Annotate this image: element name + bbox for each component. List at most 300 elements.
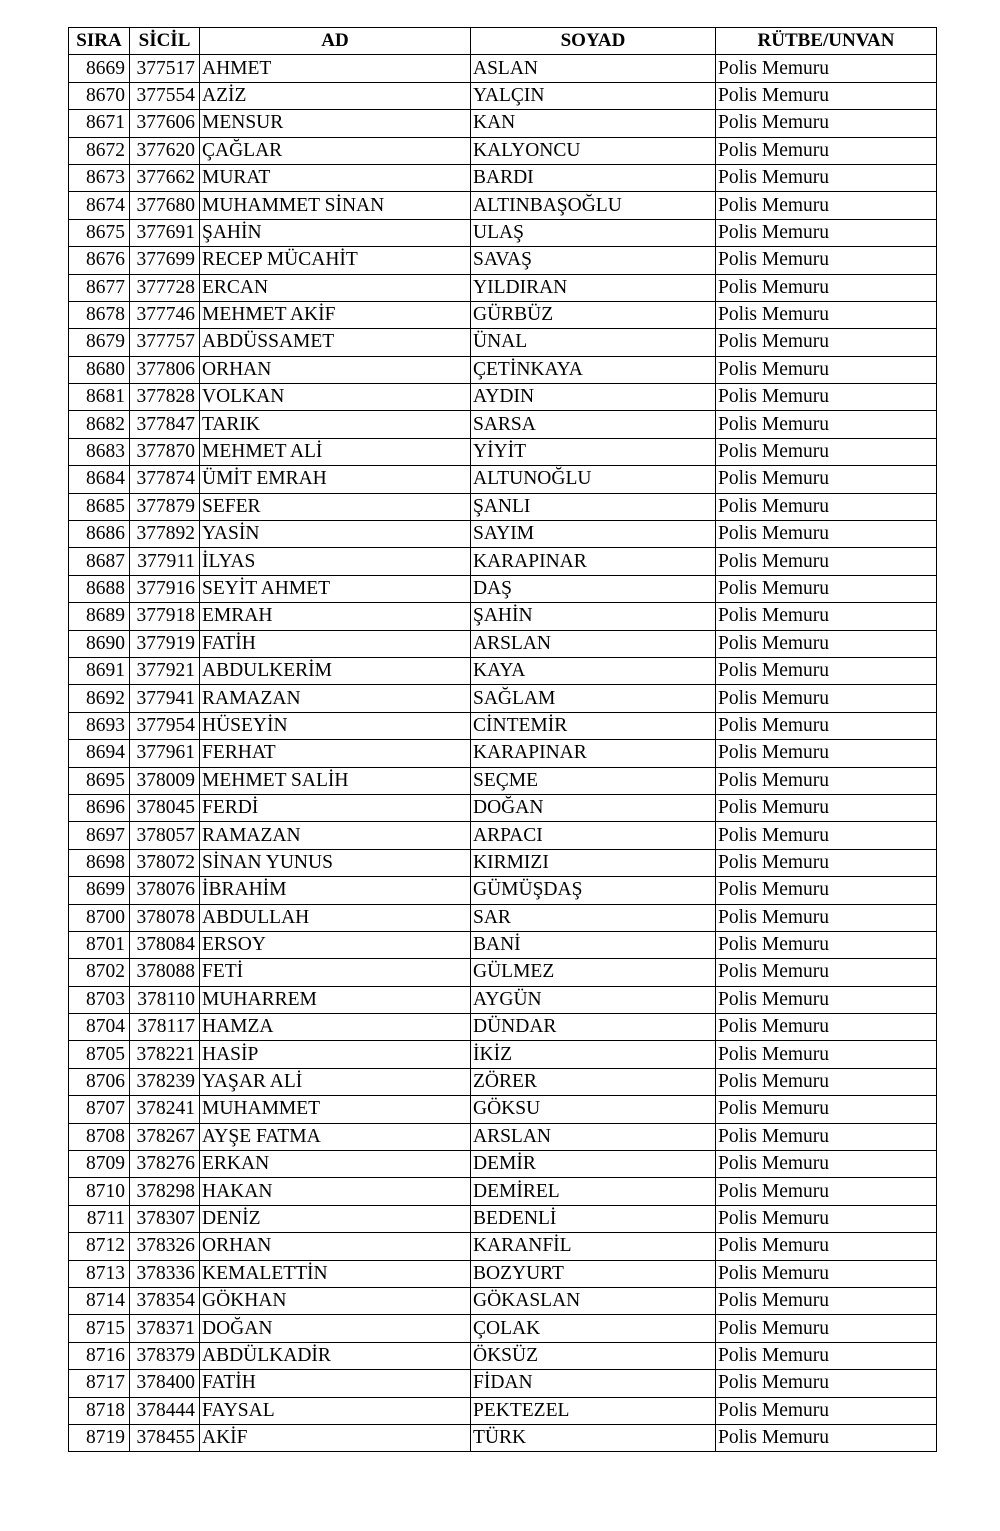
cell-sicil: 377828 bbox=[130, 384, 200, 411]
cell-ad: HÜSEYİN bbox=[200, 712, 471, 739]
cell-soyad: DEMİR bbox=[471, 1151, 716, 1178]
cell-ad: HAMZA bbox=[200, 1014, 471, 1041]
cell-sicil: 377870 bbox=[130, 438, 200, 465]
cell-sira: 8697 bbox=[69, 822, 130, 849]
cell-soyad: DÜNDAR bbox=[471, 1014, 716, 1041]
table-row bbox=[69, 603, 937, 630]
cell-sicil: 377911 bbox=[130, 548, 200, 575]
cell-soyad: SAVAŞ bbox=[471, 247, 716, 274]
table-row bbox=[69, 110, 937, 137]
cell-ad: ERSOY bbox=[200, 931, 471, 958]
cell-soyad: GÖKASLAN bbox=[471, 1287, 716, 1314]
cell-sicil: 377806 bbox=[130, 356, 200, 383]
cell-ad: VOLKAN bbox=[200, 384, 471, 411]
cell-soyad: BOZYURT bbox=[471, 1260, 716, 1287]
cell-soyad: YILDIRAN bbox=[471, 274, 716, 301]
cell-sira: 8685 bbox=[69, 493, 130, 520]
cell-soyad: SAĞLAM bbox=[471, 685, 716, 712]
cell-soyad: BANİ bbox=[471, 931, 716, 958]
cell-soyad: ŞAHİN bbox=[471, 603, 716, 630]
cell-sicil: 377874 bbox=[130, 466, 200, 493]
cell-soyad: ÜNAL bbox=[471, 329, 716, 356]
cell-sicil: 377916 bbox=[130, 575, 200, 602]
cell-rutbe: Polis Memuru bbox=[716, 329, 937, 356]
header-sicil: SİCİL bbox=[130, 28, 200, 55]
cell-ad: AKİF bbox=[200, 1424, 471, 1451]
cell-rutbe: Polis Memuru bbox=[716, 849, 937, 876]
cell-ad: YASİN bbox=[200, 521, 471, 548]
cell-sira: 8704 bbox=[69, 1014, 130, 1041]
cell-soyad: SEÇME bbox=[471, 767, 716, 794]
cell-sicil: 378117 bbox=[130, 1014, 200, 1041]
cell-rutbe: Polis Memuru bbox=[716, 548, 937, 575]
cell-rutbe: Polis Memuru bbox=[716, 384, 937, 411]
cell-sira: 8671 bbox=[69, 110, 130, 137]
cell-rutbe: Polis Memuru bbox=[716, 1397, 937, 1424]
cell-ad: ABDÜLKADİR bbox=[200, 1342, 471, 1369]
cell-soyad: PEKTEZEL bbox=[471, 1397, 716, 1424]
cell-sicil: 378307 bbox=[130, 1205, 200, 1232]
cell-sicil: 378298 bbox=[130, 1178, 200, 1205]
cell-sicil: 378057 bbox=[130, 822, 200, 849]
table-row bbox=[69, 877, 937, 904]
cell-sira: 8690 bbox=[69, 630, 130, 657]
table-row bbox=[69, 712, 937, 739]
cell-sira: 8681 bbox=[69, 384, 130, 411]
cell-soyad: ÖKSÜZ bbox=[471, 1342, 716, 1369]
cell-sicil: 378009 bbox=[130, 767, 200, 794]
cell-sicil: 377620 bbox=[130, 137, 200, 164]
cell-ad: RAMAZAN bbox=[200, 685, 471, 712]
cell-soyad: ÇETİNKAYA bbox=[471, 356, 716, 383]
cell-sicil: 377517 bbox=[130, 55, 200, 82]
cell-rutbe: Polis Memuru bbox=[716, 1260, 937, 1287]
cell-sira: 8712 bbox=[69, 1233, 130, 1260]
cell-sicil: 378221 bbox=[130, 1041, 200, 1068]
cell-soyad: ZÖRER bbox=[471, 1068, 716, 1095]
cell-ad: MEHMET SALİH bbox=[200, 767, 471, 794]
table-row bbox=[69, 1424, 937, 1451]
table-row bbox=[69, 192, 937, 219]
cell-sira: 8673 bbox=[69, 164, 130, 191]
cell-soyad: ARSLAN bbox=[471, 1123, 716, 1150]
cell-sira: 8716 bbox=[69, 1342, 130, 1369]
cell-sicil: 377746 bbox=[130, 301, 200, 328]
cell-soyad: DEMİREL bbox=[471, 1178, 716, 1205]
cell-sira: 8684 bbox=[69, 466, 130, 493]
cell-ad: YAŞAR ALİ bbox=[200, 1068, 471, 1095]
cell-rutbe: Polis Memuru bbox=[716, 1068, 937, 1095]
cell-rutbe: Polis Memuru bbox=[716, 247, 937, 274]
cell-soyad: SAR bbox=[471, 904, 716, 931]
cell-rutbe: Polis Memuru bbox=[716, 740, 937, 767]
cell-sira: 8715 bbox=[69, 1315, 130, 1342]
cell-rutbe: Polis Memuru bbox=[716, 301, 937, 328]
cell-sira: 8677 bbox=[69, 274, 130, 301]
cell-sicil: 378088 bbox=[130, 959, 200, 986]
cell-rutbe: Polis Memuru bbox=[716, 137, 937, 164]
cell-ad: ÇAĞLAR bbox=[200, 137, 471, 164]
table-row bbox=[69, 1096, 937, 1123]
cell-ad: FERDİ bbox=[200, 794, 471, 821]
table-row bbox=[69, 1178, 937, 1205]
cell-soyad: AYGÜN bbox=[471, 986, 716, 1013]
cell-sicil: 378076 bbox=[130, 877, 200, 904]
cell-ad: ORHAN bbox=[200, 1233, 471, 1260]
table-row bbox=[69, 849, 937, 876]
cell-soyad: ULAŞ bbox=[471, 219, 716, 246]
table-row bbox=[69, 822, 937, 849]
cell-ad: DOĞAN bbox=[200, 1315, 471, 1342]
cell-ad: MUHAMMET bbox=[200, 1096, 471, 1123]
cell-sira: 8676 bbox=[69, 247, 130, 274]
cell-sira: 8705 bbox=[69, 1041, 130, 1068]
cell-sira: 8706 bbox=[69, 1068, 130, 1095]
table-row bbox=[69, 1287, 937, 1314]
table-row bbox=[69, 55, 937, 82]
cell-sira: 8708 bbox=[69, 1123, 130, 1150]
cell-rutbe: Polis Memuru bbox=[716, 794, 937, 821]
cell-ad: EMRAH bbox=[200, 603, 471, 630]
header-soyad: SOYAD bbox=[471, 28, 716, 55]
cell-soyad: KARAPINAR bbox=[471, 740, 716, 767]
cell-sira: 8696 bbox=[69, 794, 130, 821]
cell-ad: MUHARREM bbox=[200, 986, 471, 1013]
cell-sira: 8670 bbox=[69, 82, 130, 109]
table-row bbox=[69, 1260, 937, 1287]
table-row bbox=[69, 329, 937, 356]
cell-rutbe: Polis Memuru bbox=[716, 1014, 937, 1041]
table-row bbox=[69, 438, 937, 465]
cell-soyad: KAN bbox=[471, 110, 716, 137]
cell-ad: ABDÜSSAMET bbox=[200, 329, 471, 356]
cell-sicil: 378371 bbox=[130, 1315, 200, 1342]
cell-sicil: 378444 bbox=[130, 1397, 200, 1424]
cell-sira: 8714 bbox=[69, 1287, 130, 1314]
table-body bbox=[69, 55, 937, 1452]
cell-ad: ERCAN bbox=[200, 274, 471, 301]
cell-ad: ABDULKERİM bbox=[200, 657, 471, 684]
cell-sira: 8699 bbox=[69, 877, 130, 904]
personnel-table bbox=[68, 27, 937, 1452]
table-row bbox=[69, 1068, 937, 1095]
table-row bbox=[69, 1370, 937, 1397]
cell-sicil: 377961 bbox=[130, 740, 200, 767]
cell-sira: 8694 bbox=[69, 740, 130, 767]
table-row bbox=[69, 1014, 937, 1041]
table-row bbox=[69, 219, 937, 246]
cell-sira: 8683 bbox=[69, 438, 130, 465]
cell-sira: 8711 bbox=[69, 1205, 130, 1232]
cell-sicil: 378072 bbox=[130, 849, 200, 876]
cell-soyad: YİYİT bbox=[471, 438, 716, 465]
cell-rutbe: Polis Memuru bbox=[716, 82, 937, 109]
cell-sira: 8707 bbox=[69, 1096, 130, 1123]
table-row bbox=[69, 411, 937, 438]
cell-ad: FERHAT bbox=[200, 740, 471, 767]
table-row bbox=[69, 384, 937, 411]
cell-rutbe: Polis Memuru bbox=[716, 1205, 937, 1232]
cell-rutbe: Polis Memuru bbox=[716, 1233, 937, 1260]
cell-rutbe: Polis Memuru bbox=[716, 274, 937, 301]
cell-rutbe: Polis Memuru bbox=[716, 1342, 937, 1369]
cell-soyad: AYDIN bbox=[471, 384, 716, 411]
table-row bbox=[69, 466, 937, 493]
table-row bbox=[69, 356, 937, 383]
cell-sicil: 378276 bbox=[130, 1151, 200, 1178]
cell-sira: 8675 bbox=[69, 219, 130, 246]
cell-soyad: İKİZ bbox=[471, 1041, 716, 1068]
cell-rutbe: Polis Memuru bbox=[716, 1178, 937, 1205]
table-row bbox=[69, 767, 937, 794]
cell-rutbe: Polis Memuru bbox=[716, 466, 937, 493]
cell-rutbe: Polis Memuru bbox=[716, 1287, 937, 1314]
cell-soyad: TÜRK bbox=[471, 1424, 716, 1451]
cell-sira: 8687 bbox=[69, 548, 130, 575]
table-row bbox=[69, 82, 937, 109]
cell-sicil: 377919 bbox=[130, 630, 200, 657]
cell-sicil: 377680 bbox=[130, 192, 200, 219]
cell-soyad: ALTINBAŞOĞLU bbox=[471, 192, 716, 219]
cell-sicil: 378239 bbox=[130, 1068, 200, 1095]
cell-rutbe: Polis Memuru bbox=[716, 411, 937, 438]
cell-sira: 8695 bbox=[69, 767, 130, 794]
cell-rutbe: Polis Memuru bbox=[716, 767, 937, 794]
cell-sira: 8709 bbox=[69, 1151, 130, 1178]
cell-ad: İBRAHİM bbox=[200, 877, 471, 904]
cell-sicil: 377921 bbox=[130, 657, 200, 684]
cell-rutbe: Polis Memuru bbox=[716, 575, 937, 602]
cell-ad: TARIK bbox=[200, 411, 471, 438]
cell-sira: 8701 bbox=[69, 931, 130, 958]
table-row bbox=[69, 274, 937, 301]
cell-ad: DENİZ bbox=[200, 1205, 471, 1232]
cell-sicil: 377941 bbox=[130, 685, 200, 712]
cell-soyad: GÖKSU bbox=[471, 1096, 716, 1123]
cell-sicil: 377892 bbox=[130, 521, 200, 548]
cell-soyad: DOĞAN bbox=[471, 794, 716, 821]
cell-sicil: 378400 bbox=[130, 1370, 200, 1397]
cell-sicil: 377691 bbox=[130, 219, 200, 246]
cell-rutbe: Polis Memuru bbox=[716, 1096, 937, 1123]
cell-soyad: ARSLAN bbox=[471, 630, 716, 657]
cell-sicil: 377954 bbox=[130, 712, 200, 739]
cell-ad: RECEP MÜCAHİT bbox=[200, 247, 471, 274]
table-row bbox=[69, 548, 937, 575]
cell-ad: FAYSAL bbox=[200, 1397, 471, 1424]
cell-sira: 8680 bbox=[69, 356, 130, 383]
table-row bbox=[69, 1397, 937, 1424]
table-row bbox=[69, 685, 937, 712]
cell-sira: 8710 bbox=[69, 1178, 130, 1205]
cell-sicil: 377662 bbox=[130, 164, 200, 191]
cell-sicil: 377918 bbox=[130, 603, 200, 630]
table-row bbox=[69, 137, 937, 164]
cell-sicil: 378110 bbox=[130, 986, 200, 1013]
cell-sira: 8669 bbox=[69, 55, 130, 82]
cell-ad: SİNAN YUNUS bbox=[200, 849, 471, 876]
cell-rutbe: Polis Memuru bbox=[716, 493, 937, 520]
cell-soyad: CİNTEMİR bbox=[471, 712, 716, 739]
cell-sicil: 377879 bbox=[130, 493, 200, 520]
table-row bbox=[69, 575, 937, 602]
cell-sira: 8702 bbox=[69, 959, 130, 986]
cell-rutbe: Polis Memuru bbox=[716, 1041, 937, 1068]
cell-ad: ABDULLAH bbox=[200, 904, 471, 931]
cell-sira: 8678 bbox=[69, 301, 130, 328]
cell-rutbe: Polis Memuru bbox=[716, 986, 937, 1013]
cell-ad: İLYAS bbox=[200, 548, 471, 575]
cell-sicil: 377699 bbox=[130, 247, 200, 274]
table-row bbox=[69, 1342, 937, 1369]
cell-sicil: 378267 bbox=[130, 1123, 200, 1150]
table-row bbox=[69, 904, 937, 931]
cell-ad: MEHMET ALİ bbox=[200, 438, 471, 465]
cell-soyad: SARSA bbox=[471, 411, 716, 438]
cell-rutbe: Polis Memuru bbox=[716, 521, 937, 548]
cell-ad: RAMAZAN bbox=[200, 822, 471, 849]
cell-sira: 8717 bbox=[69, 1370, 130, 1397]
cell-rutbe: Polis Memuru bbox=[716, 164, 937, 191]
table-row bbox=[69, 657, 937, 684]
cell-sira: 8698 bbox=[69, 849, 130, 876]
cell-ad: MUHAMMET SİNAN bbox=[200, 192, 471, 219]
cell-ad: ŞAHİN bbox=[200, 219, 471, 246]
cell-sicil: 378241 bbox=[130, 1096, 200, 1123]
cell-rutbe: Polis Memuru bbox=[716, 685, 937, 712]
cell-rutbe: Polis Memuru bbox=[716, 877, 937, 904]
cell-ad: KEMALETTİN bbox=[200, 1260, 471, 1287]
table-row bbox=[69, 740, 937, 767]
cell-ad: ORHAN bbox=[200, 356, 471, 383]
cell-ad: HASİP bbox=[200, 1041, 471, 1068]
cell-sicil: 377847 bbox=[130, 411, 200, 438]
cell-sira: 8692 bbox=[69, 685, 130, 712]
cell-ad: GÖKHAN bbox=[200, 1287, 471, 1314]
cell-sira: 8719 bbox=[69, 1424, 130, 1451]
table-row bbox=[69, 1233, 937, 1260]
cell-ad: MEHMET AKİF bbox=[200, 301, 471, 328]
cell-sicil: 378078 bbox=[130, 904, 200, 931]
cell-sicil: 378326 bbox=[130, 1233, 200, 1260]
cell-soyad: GÜLMEZ bbox=[471, 959, 716, 986]
cell-ad: SEYİT AHMET bbox=[200, 575, 471, 602]
header-sira: SIRA bbox=[69, 28, 130, 55]
cell-sira: 8718 bbox=[69, 1397, 130, 1424]
cell-sicil: 378336 bbox=[130, 1260, 200, 1287]
cell-ad: AHMET bbox=[200, 55, 471, 82]
table-row bbox=[69, 164, 937, 191]
cell-soyad: YALÇIN bbox=[471, 82, 716, 109]
cell-sicil: 378455 bbox=[130, 1424, 200, 1451]
cell-soyad: KARANFİL bbox=[471, 1233, 716, 1260]
cell-sira: 8713 bbox=[69, 1260, 130, 1287]
cell-soyad: KALYONCU bbox=[471, 137, 716, 164]
cell-sira: 8672 bbox=[69, 137, 130, 164]
table-row bbox=[69, 493, 937, 520]
cell-ad: FATİH bbox=[200, 630, 471, 657]
cell-rutbe: Polis Memuru bbox=[716, 712, 937, 739]
cell-sira: 8691 bbox=[69, 657, 130, 684]
cell-soyad: ASLAN bbox=[471, 55, 716, 82]
cell-sicil: 377606 bbox=[130, 110, 200, 137]
cell-ad: ERKAN bbox=[200, 1151, 471, 1178]
cell-soyad: BARDI bbox=[471, 164, 716, 191]
cell-rutbe: Polis Memuru bbox=[716, 822, 937, 849]
cell-soyad: ŞANLI bbox=[471, 493, 716, 520]
cell-ad: MENSUR bbox=[200, 110, 471, 137]
cell-soyad: ÇOLAK bbox=[471, 1315, 716, 1342]
cell-rutbe: Polis Memuru bbox=[716, 1424, 937, 1451]
cell-sira: 8700 bbox=[69, 904, 130, 931]
cell-soyad: GÜMÜŞDAŞ bbox=[471, 877, 716, 904]
cell-ad: AZİZ bbox=[200, 82, 471, 109]
table-row bbox=[69, 959, 937, 986]
cell-sira: 8674 bbox=[69, 192, 130, 219]
cell-rutbe: Polis Memuru bbox=[716, 931, 937, 958]
cell-soyad: SAYIM bbox=[471, 521, 716, 548]
cell-rutbe: Polis Memuru bbox=[716, 959, 937, 986]
cell-rutbe: Polis Memuru bbox=[716, 630, 937, 657]
cell-sicil: 378379 bbox=[130, 1342, 200, 1369]
table-row bbox=[69, 986, 937, 1013]
cell-ad: AYŞE FATMA bbox=[200, 1123, 471, 1150]
table-row bbox=[69, 301, 937, 328]
cell-sira: 8689 bbox=[69, 603, 130, 630]
cell-soyad: KARAPINAR bbox=[471, 548, 716, 575]
cell-soyad: ALTUNOĞLU bbox=[471, 466, 716, 493]
cell-rutbe: Polis Memuru bbox=[716, 356, 937, 383]
table-row bbox=[69, 1151, 937, 1178]
cell-sicil: 378084 bbox=[130, 931, 200, 958]
cell-sira: 8682 bbox=[69, 411, 130, 438]
cell-rutbe: Polis Memuru bbox=[716, 1123, 937, 1150]
table-row bbox=[69, 521, 937, 548]
cell-ad: ÜMİT EMRAH bbox=[200, 466, 471, 493]
cell-rutbe: Polis Memuru bbox=[716, 1370, 937, 1397]
table-row bbox=[69, 1041, 937, 1068]
table-row bbox=[69, 794, 937, 821]
cell-rutbe: Polis Memuru bbox=[716, 657, 937, 684]
cell-sira: 8679 bbox=[69, 329, 130, 356]
cell-soyad: ARPACI bbox=[471, 822, 716, 849]
cell-rutbe: Polis Memuru bbox=[716, 1151, 937, 1178]
cell-soyad: GÜRBÜZ bbox=[471, 301, 716, 328]
cell-rutbe: Polis Memuru bbox=[716, 192, 937, 219]
cell-ad: MURAT bbox=[200, 164, 471, 191]
table-row bbox=[69, 1205, 937, 1232]
cell-soyad: BEDENLİ bbox=[471, 1205, 716, 1232]
table-row bbox=[69, 247, 937, 274]
cell-sicil: 377757 bbox=[130, 329, 200, 356]
cell-soyad: DAŞ bbox=[471, 575, 716, 602]
header-row bbox=[69, 28, 937, 55]
cell-soyad: KAYA bbox=[471, 657, 716, 684]
cell-sicil: 377554 bbox=[130, 82, 200, 109]
cell-rutbe: Polis Memuru bbox=[716, 904, 937, 931]
cell-ad: FETİ bbox=[200, 959, 471, 986]
table-row bbox=[69, 630, 937, 657]
table-row bbox=[69, 1123, 937, 1150]
cell-rutbe: Polis Memuru bbox=[716, 603, 937, 630]
table-row bbox=[69, 931, 937, 958]
cell-rutbe: Polis Memuru bbox=[716, 219, 937, 246]
cell-rutbe: Polis Memuru bbox=[716, 1315, 937, 1342]
cell-sira: 8703 bbox=[69, 986, 130, 1013]
cell-sira: 8686 bbox=[69, 521, 130, 548]
cell-rutbe: Polis Memuru bbox=[716, 110, 937, 137]
cell-soyad: KIRMIZI bbox=[471, 849, 716, 876]
